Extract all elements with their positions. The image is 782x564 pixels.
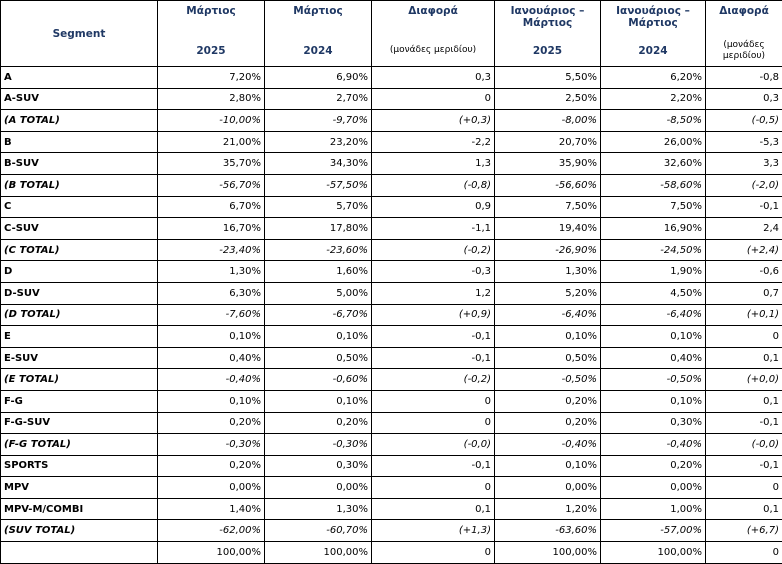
- ytd-diff-cell: 3,3: [706, 153, 782, 175]
- march-2025-cell: 0,20%: [158, 412, 265, 434]
- ytd-2025-cell: 100,00%: [495, 542, 601, 564]
- march-2025-cell: -0,30%: [158, 434, 265, 456]
- segment-cell: (A TOTAL): [1, 110, 158, 132]
- march-2024-cell: 100,00%: [265, 542, 372, 564]
- march-2024-cell: 0,20%: [265, 412, 372, 434]
- march-2024-cell: -60,70%: [265, 520, 372, 542]
- header-diff-unit: (μονάδες μεριδίου): [372, 35, 495, 67]
- month-diff-cell: 0: [372, 390, 495, 412]
- march-2025-cell: 21,00%: [158, 131, 265, 153]
- segment-cell: (B TOTAL): [1, 174, 158, 196]
- march-2024-cell: 34,30%: [265, 153, 372, 175]
- march-2024-cell: 6,90%: [265, 67, 372, 89]
- march-2024-cell: -0,60%: [265, 369, 372, 391]
- segment-cell: A: [1, 67, 158, 89]
- march-2025-cell: 100,00%: [158, 542, 265, 564]
- ytd-2024-cell: -0,40%: [601, 434, 706, 456]
- table-row: [1, 477, 782, 499]
- march-2025-cell: -10,00%: [158, 110, 265, 132]
- ytd-diff-cell: 0,1: [706, 498, 782, 520]
- march-2025-cell: -62,00%: [158, 520, 265, 542]
- ytd-diff-cell: -0,1: [706, 412, 782, 434]
- march-2024-cell: 1,30%: [265, 498, 372, 520]
- ytd-2025-cell: 7,50%: [495, 196, 601, 218]
- march-2025-cell: 6,30%: [158, 282, 265, 304]
- march-2025-cell: -23,40%: [158, 239, 265, 261]
- ytd-diff-cell: 0: [706, 477, 782, 499]
- month-diff-cell: -0,1: [372, 326, 495, 348]
- table-row: [1, 498, 782, 520]
- ytd-2024-cell: -8,50%: [601, 110, 706, 132]
- ytd-2024-cell: 0,40%: [601, 347, 706, 369]
- ytd-diff-cell: -5,3: [706, 131, 782, 153]
- month-diff-cell: 1,2: [372, 282, 495, 304]
- table-total-row: [1, 369, 782, 391]
- ytd-2024-cell: -58,60%: [601, 174, 706, 196]
- ytd-2024-cell: 16,90%: [601, 218, 706, 240]
- segment-cell: C-SUV: [1, 218, 158, 240]
- ytd-2024-cell: 0,20%: [601, 455, 706, 477]
- march-2024-cell: 2,70%: [265, 88, 372, 110]
- march-2025-cell: 6,70%: [158, 196, 265, 218]
- ytd-diff-cell: 0: [706, 542, 782, 564]
- march-2025-cell: 0,00%: [158, 477, 265, 499]
- header-year-2025: 2025: [158, 35, 265, 67]
- month-diff-cell: (-0,0): [372, 434, 495, 456]
- segment-cell: D-SUV: [1, 282, 158, 304]
- march-2025-cell: 0,10%: [158, 390, 265, 412]
- march-2024-cell: 0,30%: [265, 455, 372, 477]
- march-2025-cell: 0,10%: [158, 326, 265, 348]
- header-ytd-2024: Ιανουάριος – Μάρτιος: [601, 1, 706, 36]
- march-2025-cell: -7,60%: [158, 304, 265, 326]
- month-diff-cell: -1,1: [372, 218, 495, 240]
- table-row: [1, 390, 782, 412]
- table-total-row: [1, 520, 782, 542]
- segment-cell: B-SUV: [1, 153, 158, 175]
- month-diff-cell: (-0,2): [372, 239, 495, 261]
- march-2025-cell: 0,40%: [158, 347, 265, 369]
- segment-cell: E: [1, 326, 158, 348]
- march-2024-cell: -0,30%: [265, 434, 372, 456]
- ytd-2025-cell: 19,40%: [495, 218, 601, 240]
- ytd-2025-cell: 5,20%: [495, 282, 601, 304]
- march-2025-cell: 1,30%: [158, 261, 265, 283]
- ytd-2025-cell: -6,40%: [495, 304, 601, 326]
- ytd-2024-cell: 1,00%: [601, 498, 706, 520]
- segment-cell: B: [1, 131, 158, 153]
- month-diff-cell: -0,3: [372, 261, 495, 283]
- header-ytd-2025: Ιανουάριος – Μάρτιος: [495, 1, 601, 36]
- march-2024-cell: -23,60%: [265, 239, 372, 261]
- ytd-2025-cell: -0,50%: [495, 369, 601, 391]
- ytd-2025-cell: 0,20%: [495, 412, 601, 434]
- march-2024-cell: -6,70%: [265, 304, 372, 326]
- table-row: [1, 196, 782, 218]
- table-row: [1, 131, 782, 153]
- ytd-2024-cell: 0,10%: [601, 390, 706, 412]
- segment-cell: A-SUV: [1, 88, 158, 110]
- ytd-diff-cell: (+0,1): [706, 304, 782, 326]
- ytd-2024-cell: 6,20%: [601, 67, 706, 89]
- ytd-2025-cell: 0,50%: [495, 347, 601, 369]
- ytd-diff-cell: (-2,0): [706, 174, 782, 196]
- ytd-diff-cell: -0,8: [706, 67, 782, 89]
- header-row-top: [1, 1, 782, 36]
- march-2024-cell: 1,60%: [265, 261, 372, 283]
- march-2025-cell: 35,70%: [158, 153, 265, 175]
- month-diff-cell: 0,1: [372, 498, 495, 520]
- ytd-diff-cell: (+0,0): [706, 369, 782, 391]
- table-row: [1, 347, 782, 369]
- ytd-2025-cell: 1,20%: [495, 498, 601, 520]
- ytd-diff-cell: 0,1: [706, 347, 782, 369]
- march-2025-cell: 0,20%: [158, 455, 265, 477]
- table-row: [1, 261, 782, 283]
- march-2025-cell: -0,40%: [158, 369, 265, 391]
- ytd-diff-cell: (+6,7): [706, 520, 782, 542]
- march-2024-cell: 5,00%: [265, 282, 372, 304]
- segment-cell: (SUV TOTAL): [1, 520, 158, 542]
- march-2024-cell: -9,70%: [265, 110, 372, 132]
- month-diff-cell: 1,3: [372, 153, 495, 175]
- header-diff-ytd: Διαφορά: [706, 1, 782, 36]
- march-2024-cell: 5,70%: [265, 196, 372, 218]
- ytd-2024-cell: 0,10%: [601, 326, 706, 348]
- march-2024-cell: 0,10%: [265, 326, 372, 348]
- ytd-diff-cell: -0,6: [706, 261, 782, 283]
- march-2024-cell: 17,80%: [265, 218, 372, 240]
- march-2024-cell: 0,10%: [265, 390, 372, 412]
- header-year-2024: 2024: [265, 35, 372, 67]
- ytd-2025-cell: 0,20%: [495, 390, 601, 412]
- ytd-2024-cell: 0,00%: [601, 477, 706, 499]
- month-diff-cell: (+1,3): [372, 520, 495, 542]
- ytd-2024-cell: 7,50%: [601, 196, 706, 218]
- month-diff-cell: (+0,9): [372, 304, 495, 326]
- header-ytd-year-2025: 2025: [495, 35, 601, 67]
- month-diff-cell: 0,9: [372, 196, 495, 218]
- ytd-2025-cell: 2,50%: [495, 88, 601, 110]
- march-2025-cell: 2,80%: [158, 88, 265, 110]
- table-total-row: [1, 239, 782, 261]
- ytd-diff-cell: 0,3: [706, 88, 782, 110]
- ytd-2025-cell: 0,10%: [495, 326, 601, 348]
- ytd-2024-cell: 100,00%: [601, 542, 706, 564]
- segment-cell: MPV-M/COMBI: [1, 498, 158, 520]
- march-2024-cell: 23,20%: [265, 131, 372, 153]
- segment-cell: F-G: [1, 390, 158, 412]
- ytd-2025-cell: -56,60%: [495, 174, 601, 196]
- ytd-2025-cell: 0,10%: [495, 455, 601, 477]
- table-total-row: [1, 304, 782, 326]
- ytd-2025-cell: 1,30%: [495, 261, 601, 283]
- ytd-2024-cell: -57,00%: [601, 520, 706, 542]
- ytd-2024-cell: 26,00%: [601, 131, 706, 153]
- ytd-diff-cell: (-0,0): [706, 434, 782, 456]
- ytd-diff-cell: -0,1: [706, 455, 782, 477]
- header-ytd-diff-unit: (μονάδες μεριδίου): [706, 35, 782, 67]
- month-diff-cell: -2,2: [372, 131, 495, 153]
- table-total-row: [1, 174, 782, 196]
- segment-cell: E-SUV: [1, 347, 158, 369]
- table-total-row: [1, 434, 782, 456]
- header-march-2024: Μάρτιος: [265, 1, 372, 36]
- month-diff-cell: 0: [372, 542, 495, 564]
- ytd-diff-cell: 0: [706, 326, 782, 348]
- ytd-2024-cell: 0,30%: [601, 412, 706, 434]
- table-row: [1, 67, 782, 89]
- march-2024-cell: 0,00%: [265, 477, 372, 499]
- ytd-2025-cell: 35,90%: [495, 153, 601, 175]
- segment-cell: D: [1, 261, 158, 283]
- segment-cell: SPORTS: [1, 455, 158, 477]
- ytd-2024-cell: 32,60%: [601, 153, 706, 175]
- table-row: [1, 326, 782, 348]
- month-diff-cell: -0,1: [372, 347, 495, 369]
- march-2024-cell: -57,50%: [265, 174, 372, 196]
- march-2025-cell: 7,20%: [158, 67, 265, 89]
- month-diff-cell: (-0,2): [372, 369, 495, 391]
- ytd-diff-cell: 2,4: [706, 218, 782, 240]
- month-diff-cell: (-0,8): [372, 174, 495, 196]
- segment-cell: (F-G TOTAL): [1, 434, 158, 456]
- ytd-2024-cell: -6,40%: [601, 304, 706, 326]
- ytd-2025-cell: -63,60%: [495, 520, 601, 542]
- ytd-diff-cell: 0,7: [706, 282, 782, 304]
- table-total-row: [1, 110, 782, 132]
- ytd-2025-cell: 5,50%: [495, 67, 601, 89]
- ytd-2024-cell: -0,50%: [601, 369, 706, 391]
- table-row: [1, 412, 782, 434]
- segment-cell: F-G-SUV: [1, 412, 158, 434]
- ytd-2025-cell: -0,40%: [495, 434, 601, 456]
- segment-cell: (E TOTAL): [1, 369, 158, 391]
- header-march-2025: Μάρτιος: [158, 1, 265, 36]
- header-diff-month: Διαφορά: [372, 1, 495, 36]
- march-2024-cell: 0,50%: [265, 347, 372, 369]
- ytd-2025-cell: -26,90%: [495, 239, 601, 261]
- table-row: [1, 455, 782, 477]
- ytd-2024-cell: 2,20%: [601, 88, 706, 110]
- march-2025-cell: 1,40%: [158, 498, 265, 520]
- ytd-2025-cell: 20,70%: [495, 131, 601, 153]
- month-diff-cell: 0: [372, 412, 495, 434]
- table-row: [1, 88, 782, 110]
- month-diff-cell: 0,3: [372, 67, 495, 89]
- march-2025-cell: 16,70%: [158, 218, 265, 240]
- ytd-diff-cell: (+2,4): [706, 239, 782, 261]
- ytd-2024-cell: 1,90%: [601, 261, 706, 283]
- month-diff-cell: -0,1: [372, 455, 495, 477]
- segment-cell: MPV: [1, 477, 158, 499]
- segment-cell: C: [1, 196, 158, 218]
- segment-cell: (D TOTAL): [1, 304, 158, 326]
- table-row: [1, 282, 782, 304]
- ytd-diff-cell: -0,1: [706, 196, 782, 218]
- header-segment: Segment: [1, 1, 158, 67]
- ytd-2025-cell: 0,00%: [495, 477, 601, 499]
- table-row: [1, 153, 782, 175]
- ytd-diff-cell: (-0,5): [706, 110, 782, 132]
- ytd-2025-cell: -8,00%: [495, 110, 601, 132]
- ytd-diff-cell: 0,1: [706, 390, 782, 412]
- segment-cell: (C TOTAL): [1, 239, 158, 261]
- header-ytd-year-2024: 2024: [601, 35, 706, 67]
- month-diff-cell: 0: [372, 88, 495, 110]
- ytd-2024-cell: -24,50%: [601, 239, 706, 261]
- month-diff-cell: (+0,3): [372, 110, 495, 132]
- table-row: [1, 218, 782, 240]
- month-diff-cell: 0: [372, 477, 495, 499]
- ytd-2024-cell: 4,50%: [601, 282, 706, 304]
- march-2025-cell: -56,70%: [158, 174, 265, 196]
